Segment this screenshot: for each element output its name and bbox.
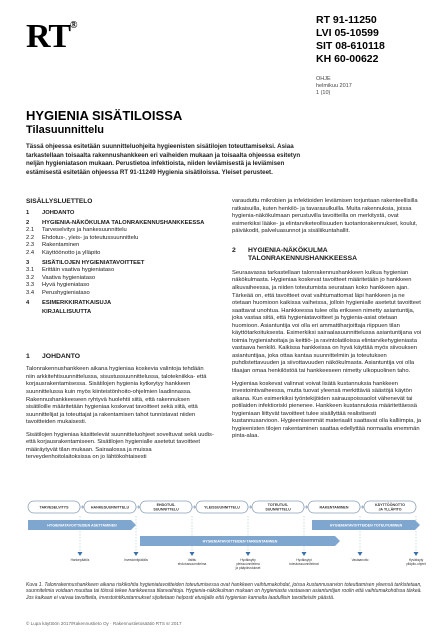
rt-logo: RT® <box>26 18 77 55</box>
milestone-marker <box>134 552 139 556</box>
toc-item[interactable]: KIRJALLISUUTTA <box>42 309 92 316</box>
doc-pages: 1 (10) <box>316 90 331 96</box>
toc-item[interactable]: 2.2 Ehdotus-, yleis- ja toteutussuunnittelu <box>26 234 139 241</box>
code-kh: KH 60-00622 <box>316 53 379 65</box>
doc-type: OHJE <box>316 76 331 82</box>
phase-arrow <box>249 506 252 509</box>
phase-bar-label: HYGIENIATAVOITTEIDEN TOTEUTUMINEN <box>329 523 403 528</box>
code-rt: RT 91-11250 <box>316 14 377 26</box>
toc-item[interactable]: 2 HYGIENIA-NÄKÖKULMA TALONRAKENNUSHANKKEESSA <box>26 219 205 226</box>
milestone-label: Valittu ehdotussuunnitelma <box>177 558 207 566</box>
milestone-label: Hyväksytty yleissuunnitelma ja pääpiirustukset <box>235 558 261 570</box>
phase-arrow <box>361 506 364 509</box>
toc-item[interactable]: 2.4 Käyttöönotto ja ylläpito <box>26 249 101 256</box>
toc-item[interactable]: 2.3 Rakentaminen <box>26 242 80 249</box>
milestone-label: Vastaanotto <box>351 558 369 562</box>
right-top-paragraph: varauduttu mikrobien ja infektioiden leviämisen torjuntaan rakenteellisilla ratkaisuilla, kuten henkilö- ja tavarasulkuilla. Muita rakennuksia, joissa hygienia-näkökulmaan perustuvilla tavoitteilla on merkitystä, ovat esimerkiksi lääke- ja elintarviketeollisuuden tuotantorakennukset, koulut, päiväkodit, palveluasunnot ja sisäliikuntahallit. <box>232 198 418 235</box>
document-codes <box>316 14 385 66</box>
right-column <box>232 198 422 446</box>
toc-item[interactable]: 3.3 Hyvä hygieniataso <box>26 282 90 289</box>
document-meta <box>316 76 352 97</box>
phase-arrow <box>305 506 308 509</box>
toc-item[interactable]: 2.1 Tarveselvitys ja hankesuunnittelu <box>26 227 127 234</box>
milestone-marker <box>190 552 195 556</box>
toc-item[interactable]: 3 SISÄTILOJEN HYGIENIATAVOITTEET <box>26 259 145 266</box>
milestone-label: Hyväksytyt toteutussuunnitelmat <box>289 558 319 566</box>
toc-item[interactable]: 1 JOHDANTO <box>26 210 75 216</box>
section-1-heading: 1 JOHDANTO <box>26 352 81 360</box>
phase-bar-label: HYGIENIATAVOITTEIDEN ASETTAMINEN <box>47 523 117 528</box>
section-2-paragraph-2: Hygieniaa koskevat valinnat voivat lisätä kustannuksia hankkeen investointivaiheessa, mutta tuovat yleensä merkittäviä säästöjä käytön aikana. Kun esimerkiksi työntekijöiden sairauspoissaolot vähenevät tai potilaiden infektioriski pienenee. Hankkeen kustannuksia määritettäessä hygieniaan liittyvät tavoitteet tulee sisällyttää realistisesti kustannusarvioon. Hygieenisemmät materiaalit saattavat olla kalliimpia, ja hygieenisten tilojen rakentaminen saattaa edellyttää normaalia enemmän pinta-alaa. <box>232 380 422 440</box>
code-lvi: LVI 05-10599 <box>316 27 379 39</box>
phase-arrow <box>193 506 196 509</box>
phase-arrow <box>137 506 140 509</box>
phase-label: RAKENTAMINEN <box>319 505 349 510</box>
phase-label: HANKESUUNNITTELU <box>90 505 130 510</box>
figure-caption: Kuva 1. Talonrakennushankkeen aikana riskikohtia hygieniatavoitteiden toteutumisessa ovat hankkeen vaihtumakohdat, joissa kustannusarvion toteuttamisen yleensä tarkistetaan, suunnitelmia voidaan muuttaa tai töissä tekee hankkeessa tilanvaihtoja. Hygienia-näkökulman mukaan on hygieniasta vastaavan asiantuntijan roolin että vaihtumakohdissa tärkeä. Jos kaikaan ei vaivaa tavoitteita, investointikustannukset sijoitetaan helposti etusijalle että hygienian kannalta laadullisin tavoitteisiin päästä. <box>26 582 422 601</box>
section-2-paragraph-1: Seuraavassa tarkastellaan talonrakennushankkeen kulkua hygienian näkökulmasta. Hygieniaa koskevat tavoitteet määritetään jo hankkeen alkuvaiheessa, ja niiden toteutumista seurataan koko hankkeen ajan. Tärkeää on, että tavoitteet ovat vaihtumattomat läpi hankkeen ja ne otetaan huomioon kaikissa vaiheissa, jolloin hygienialle asetetut tavoitteet saattavat unohtua. Hankkeessa tulee olla erikseen nimetty asiantuntija, joka vastaa siitä, että hygieniatavoitteet ja hygienia-asiat otetaan huomioon. Asiantuntija voi olla eri ammattiharjoittaja riippuen tilan käyttötarkoituksesta. Esimerkiksi sairaalasuunnittelussa asiantuntijana voi toimia hygieniahoitaja ja keittiö- ja ravintolatiloissa elintarvikehygieniasta vastaava henkilö. Kaikissa hankkeissa on hyvä käyttää myös siivouksen asiantuntijaa, joka ottaa kantaa suunnittelmiin ja toteutuksen puhdistettavuuden ja siivottavuuden näkökulmasta. Asiantuntija voi olla tilaajan omaa henkilöstöä tai hankkeeseen nimetty ulkopuolinen taho. <box>232 269 422 375</box>
phase-arrow <box>81 506 84 509</box>
phase-label: TOTEUTUS-SUUNNITTELU <box>265 503 291 512</box>
section-1-paragraph-2: Sisätilojen hygieniaa käsittelevät suunnitteluohjeet soveltuvat sekä uudis- että korjausrakentamiseen. Sisätilojen hygienialle asetetut tavoitteet määräytyvät tilan mukaan. Sairaalossa ja muissa terveydenhoitolaitoksissa on jo lähtökohtaisesti <box>26 431 214 461</box>
section-2-body <box>232 270 422 441</box>
phase-label: TARVESELVITYS <box>39 505 69 510</box>
toc-item[interactable]: 3.4 Perushygieniataso <box>26 289 90 296</box>
toc-item[interactable]: 4 ESIMERKKIRATKAISUJA <box>26 299 112 306</box>
toc-list <box>26 210 214 317</box>
phase-label: YLEISSUUNNITTELU <box>204 505 240 510</box>
process-diagram <box>26 498 426 574</box>
milestone-marker <box>78 552 83 556</box>
milestone-marker <box>414 552 419 556</box>
section-1-body <box>26 366 214 462</box>
milestone-label: Hyväksyty ylläpito-ohjeet <box>406 558 426 566</box>
page-title: HYGIENIA SISÄTILOISSA <box>26 108 183 123</box>
section-1-paragraph-1: Talonrakennushankkeen aikana hygieniaa koskevia valintoja tehdään niin arkkitehtisuunnittelussa, sisustussuunnittelussa, talotekniikka- että korjausrakentamisessa. Sisätilojen hygienia kytkeytyy hankkeen suunnittelussa kuin myös kiinteistönhoito-ohjelmien laadinnassa. Rakennushankkeeseen ryhtyvä huolehtii siitä, että rakennuksen sisätiloille määritetään hygieniaa koskevat tavoitteet sekä siitä, että suunnittelijat ja toteuttajat ja rakentamisen tahot tunnistavat niiden tavoitteiden mukaisesti. <box>26 366 207 426</box>
phase-label: EHDOTUS-SUUNNITTELU <box>153 503 179 512</box>
phase-bar-label: HYGIENIATAVOITTEIDEN TARKENTAMINEN <box>202 539 278 544</box>
toc-item[interactable]: 3.1 Erittäin vaativa hygieniataso <box>26 267 115 274</box>
code-sit: SIT 08-610118 <box>316 40 385 52</box>
milestone-marker <box>246 552 251 556</box>
phase-label: KÄYTTÖÖNOTTO JA YLLÄPITO <box>374 503 406 512</box>
milestone-label: Hankepäätös <box>70 558 90 562</box>
toc-item[interactable]: 3.2 Vaativa hygieniataso <box>26 274 96 281</box>
toc-heading: SISÄLLYSLUETTELO <box>26 198 93 205</box>
milestone-label: Investointipäätös <box>124 558 148 562</box>
page-subtitle: Tilasuunnittelu <box>26 124 105 136</box>
intro-paragraph: Tässä ohjeessa esitetään suunnitteluohjeita hygieenisten sisätilojen toteuttamiseksi. Asiaa tarkastellaan toisaalta rakennushankkeen eri vaiheiden mukaan ja toisaalta ohjeessa esitetyn neljän hygieniatason mukaan. Perustietoa infektioista, niiden leviämisestä ja leviämisen estämisestä esitetään ohjeessa RT 91-11249 Hygienia sisätiloissa. Yleiset perusteet. <box>26 143 301 176</box>
left-column <box>26 198 214 467</box>
milestone-marker <box>302 552 307 556</box>
section-2-heading: 2 HYGIENIA-NÄKÖKULMA TALONRAKENNUSHANKKEESSA <box>232 246 358 263</box>
milestone-marker <box>358 552 363 556</box>
doc-date: helmikuu 2017 <box>316 83 352 89</box>
page-footer: © Lupa käyttöön 2017/Rakennustieto Oy · Rakennustietosäätiö RTS sr 2017 <box>26 621 182 626</box>
